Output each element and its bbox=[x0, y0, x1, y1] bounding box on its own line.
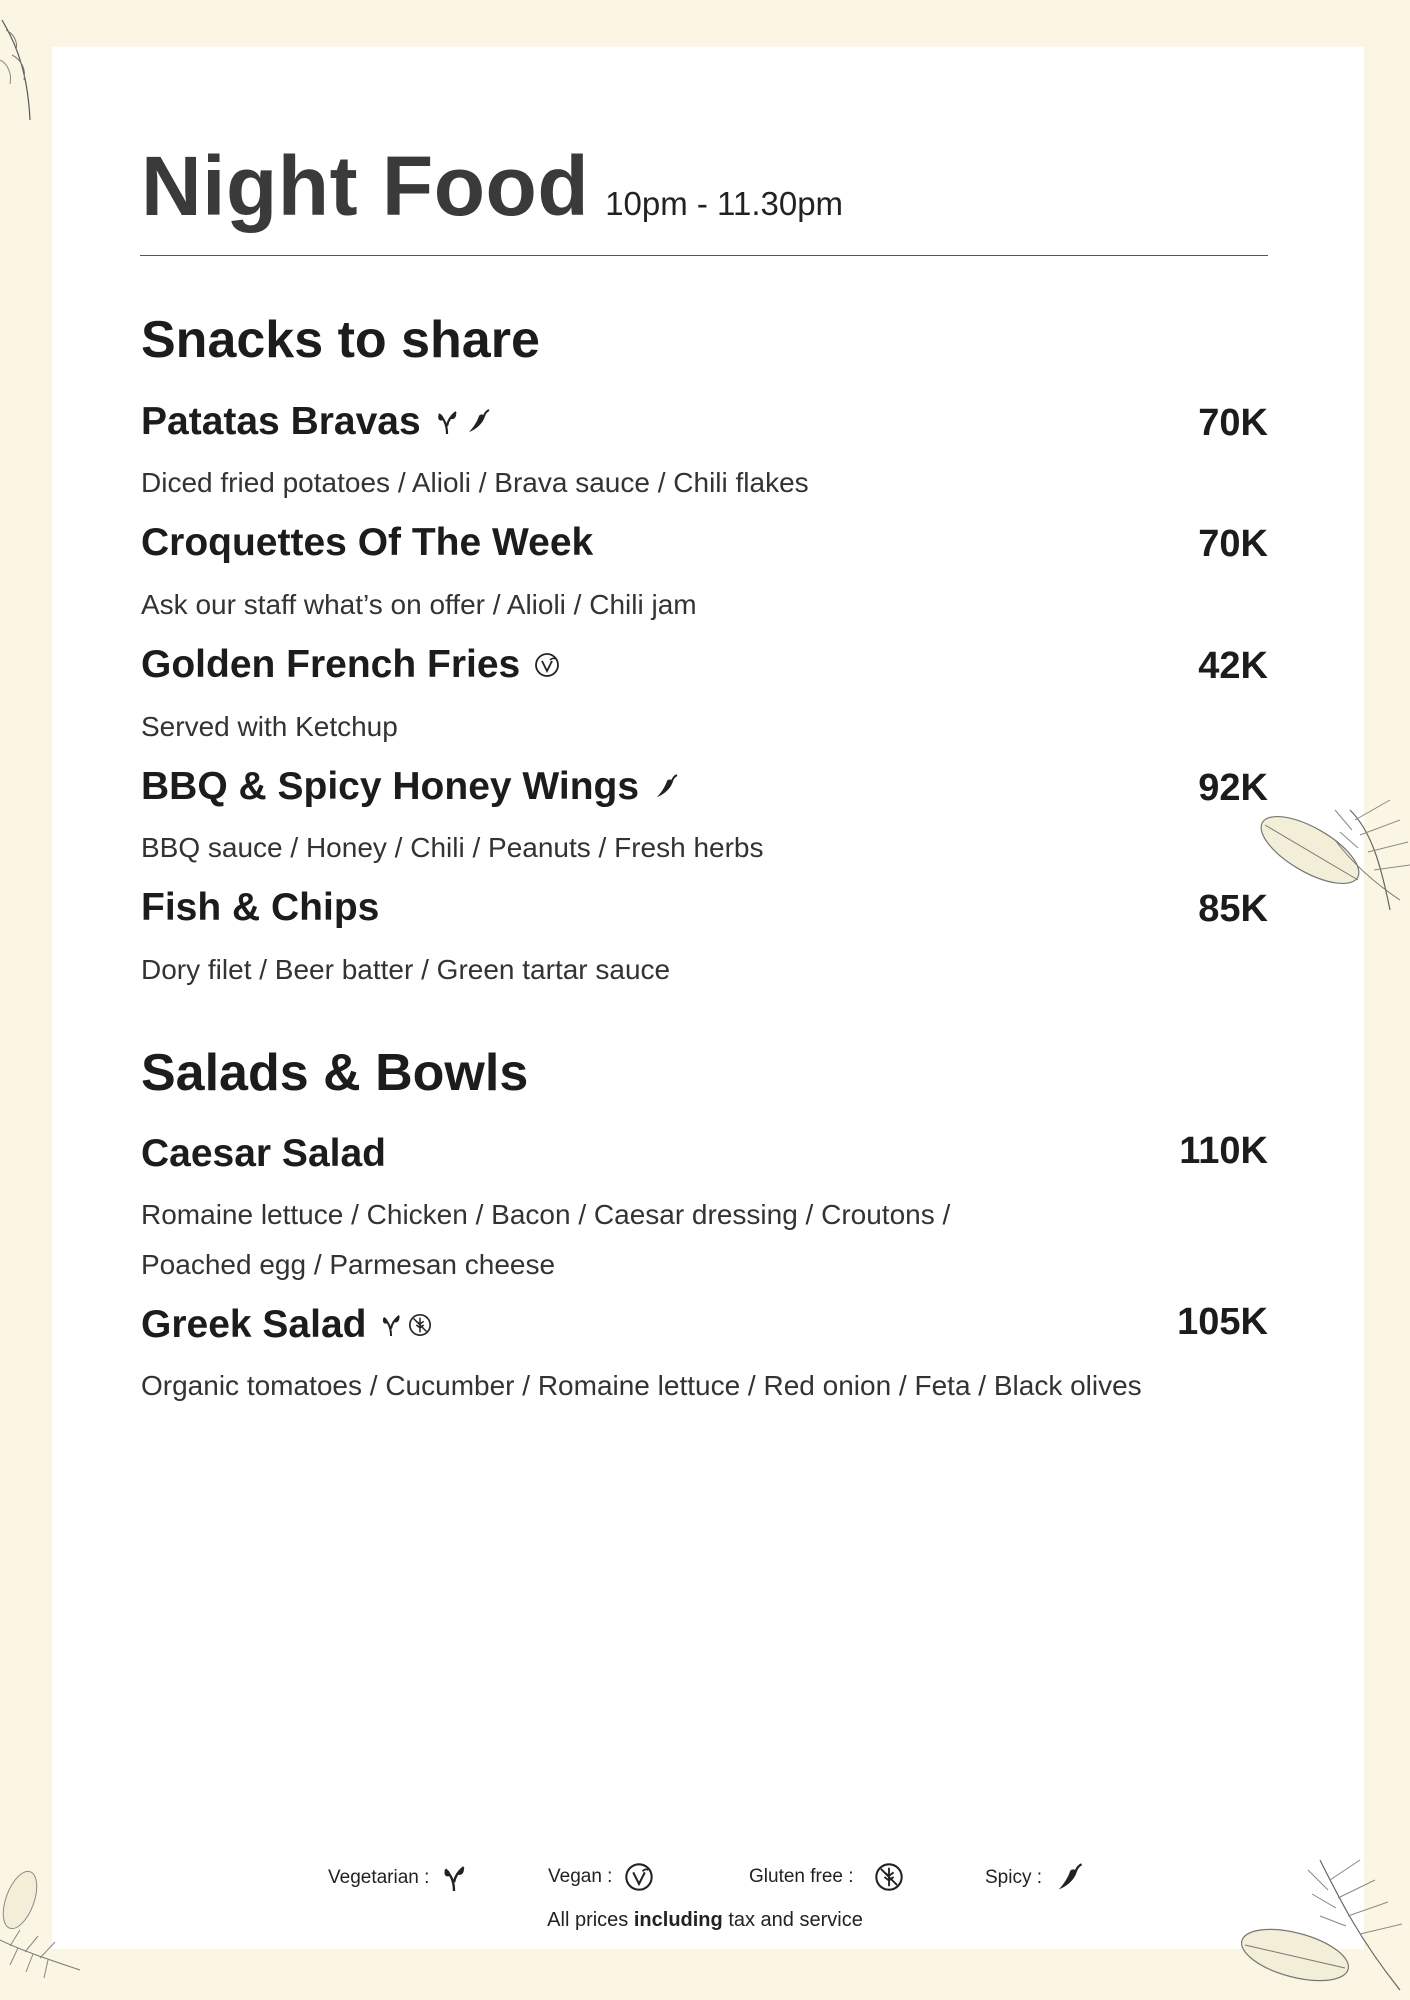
item-price: 70K bbox=[1198, 523, 1268, 565]
menu-header bbox=[141, 138, 843, 235]
section-title-snacks: Snacks to share bbox=[141, 311, 540, 369]
price-note-bold: including bbox=[633, 1909, 723, 1931]
item-description: BBQ sauce / Honey / Chili / Peanuts / Fresh herbs bbox=[141, 832, 764, 863]
menu-item-name bbox=[141, 765, 679, 809]
item-price: 70K bbox=[1198, 402, 1268, 444]
legend-vegan-label: Vegan : bbox=[548, 1866, 613, 1887]
legend-spicy bbox=[985, 1862, 1084, 1894]
menu-item-name bbox=[141, 886, 379, 930]
item-description: Diced fried potatoes / Alioli / Brava sauce / Chili flakes bbox=[141, 467, 809, 498]
menu-item-name bbox=[141, 1303, 432, 1347]
item-price: 92K bbox=[1198, 767, 1268, 809]
menu-item-name bbox=[141, 1132, 386, 1176]
legend-gluten-free-label: Gluten free : bbox=[749, 1866, 854, 1887]
gluten-free-icon bbox=[408, 1313, 432, 1337]
menu-item-name bbox=[141, 643, 560, 687]
price-note-prefix: All prices bbox=[547, 1909, 629, 1931]
item-description: Dory filet / Beer batter / Green tartar sauce bbox=[141, 954, 671, 985]
vegan-icon bbox=[624, 1862, 654, 1892]
vegetarian-icon bbox=[435, 408, 459, 436]
spicy-icon bbox=[1054, 1862, 1084, 1894]
item-price: 85K bbox=[1198, 888, 1268, 930]
item-price: 105K bbox=[1177, 1301, 1268, 1343]
item-description-line-2: Poached egg / Parmesan cheese bbox=[141, 1249, 556, 1280]
spicy-icon bbox=[465, 408, 491, 436]
item-description: Romaine lettuce / Chicken / Bacon / Caesar dressing / Croutons / bbox=[141, 1199, 951, 1230]
legend-vegetarian bbox=[328, 1862, 467, 1894]
vegan-icon bbox=[534, 652, 560, 678]
gluten-free-icon bbox=[874, 1862, 904, 1892]
item-description: Served with Ketchup bbox=[141, 711, 398, 742]
item-name-text: Patatas Bravas bbox=[141, 400, 421, 443]
item-description: Ask our staff what’s on offer / Alioli / Chili jam bbox=[141, 589, 697, 620]
legend-vegetarian-label: Vegetarian : bbox=[328, 1867, 430, 1888]
vegetarian-icon bbox=[441, 1862, 467, 1894]
item-description: Organic tomatoes / Cucumber / Romaine lettuce / Red onion / Feta / Black olives bbox=[141, 1370, 1142, 1401]
menu-item-name bbox=[141, 521, 593, 565]
legend-spicy-label: Spicy : bbox=[985, 1867, 1043, 1888]
service-hours: 10pm - 11.30pm bbox=[605, 185, 844, 222]
price-note bbox=[0, 1909, 1410, 1932]
vegetarian-icon bbox=[380, 1312, 402, 1338]
item-name-text: Fish & Chips bbox=[141, 886, 380, 929]
item-price: 110K bbox=[1179, 1130, 1268, 1172]
item-name-text: BBQ & Spicy Honey Wings bbox=[141, 765, 640, 808]
item-name-text: Golden French Fries bbox=[141, 643, 521, 686]
item-price: 42K bbox=[1198, 645, 1268, 687]
spicy-icon bbox=[653, 773, 679, 801]
item-name-text: Caesar Salad bbox=[141, 1132, 386, 1175]
legend-vegan bbox=[548, 1862, 654, 1892]
item-name-text: Greek Salad bbox=[141, 1303, 367, 1346]
leaf-decoration-top-left bbox=[0, 0, 40, 130]
item-name-text: Croquettes Of The Week bbox=[141, 521, 594, 564]
section-title-salads: Salads & Bowls bbox=[141, 1044, 529, 1102]
menu-item-name bbox=[141, 400, 491, 444]
page-title: Night Food bbox=[141, 139, 590, 233]
leaf-decoration-bottom-left bbox=[0, 1870, 90, 2000]
header-divider bbox=[140, 255, 1268, 256]
price-note-suffix: tax and service bbox=[728, 1909, 863, 1931]
legend-gluten-free bbox=[749, 1862, 904, 1892]
